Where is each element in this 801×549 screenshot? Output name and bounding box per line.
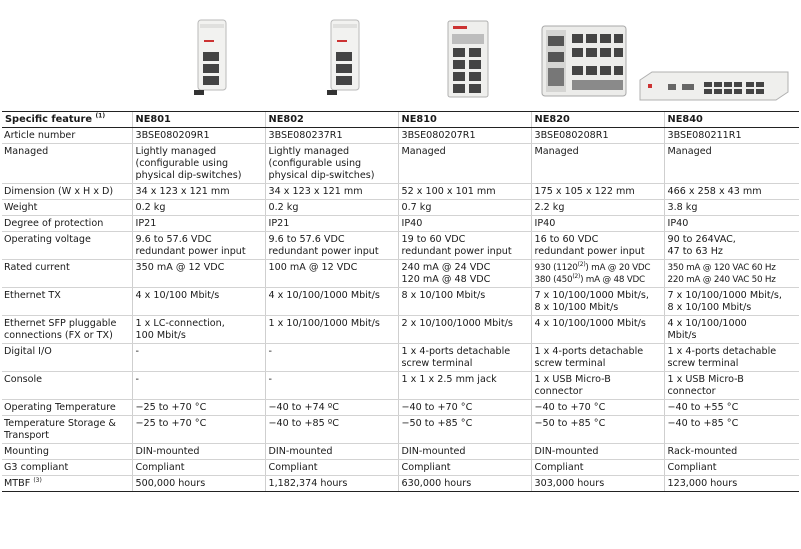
spec-cell — [664, 200, 799, 216]
table-row — [2, 400, 799, 416]
spec-value: −40 to +74 ºC — [268, 402, 339, 413]
spec-value: 4 x 10/100/1000 Mbit/s — [268, 290, 380, 301]
table-row — [2, 316, 799, 344]
spec-value: 3BSE080211R1 — [667, 130, 742, 141]
spec-cell — [265, 144, 398, 184]
spec-cell — [664, 260, 799, 288]
feature-label-text: Operating voltage — [4, 234, 91, 245]
spec-value: 52 x 100 x 101 mm — [401, 186, 496, 197]
feature-label — [2, 128, 132, 144]
footnote-marker: (3) — [33, 476, 42, 484]
spec-table-body — [2, 128, 799, 492]
feature-label-line: Ethernet SFP pluggable — [4, 318, 117, 329]
feature-label — [2, 288, 132, 316]
spec-value: 3.8 kg — [667, 202, 698, 213]
feature-label — [2, 400, 132, 416]
spec-cell — [664, 444, 799, 460]
spec-cell — [664, 372, 799, 400]
rated-current-text: 930 (1120 — [534, 263, 578, 273]
spec-value: 8 x 10/100 Mbit/s — [667, 302, 752, 313]
spec-cell — [664, 476, 799, 492]
spec-value: redundant power input — [135, 246, 246, 257]
spec-cell — [398, 444, 531, 460]
rated-current-text: 380 (450 — [534, 275, 573, 285]
spec-value: 4 x 10/100/1000 Mbit/s — [534, 318, 646, 329]
spec-cell — [531, 184, 664, 200]
spec-cell — [265, 372, 398, 400]
feature-label-text: Degree of protection — [4, 218, 104, 229]
feature-label — [2, 144, 132, 184]
feature-label — [2, 200, 132, 216]
spec-value: Lightly managed — [268, 146, 350, 157]
footnote-marker: (2) — [572, 273, 581, 281]
feature-label-text: Mounting — [4, 446, 49, 457]
feature-label-text: Digital I/O — [4, 346, 52, 357]
table-row — [2, 476, 799, 492]
table-row — [2, 144, 799, 184]
spec-cell — [132, 216, 265, 232]
spec-cell — [531, 144, 664, 184]
spec-cell — [398, 416, 531, 444]
spec-cell — [132, 232, 265, 260]
ne802-product-image — [323, 18, 367, 98]
spec-cell — [132, 128, 265, 144]
spec-value: Rack-mounted — [667, 446, 738, 457]
spec-cell — [664, 460, 799, 476]
spec-value: Compliant — [534, 462, 584, 473]
spec-value: redundant power input — [268, 246, 379, 257]
spec-value: IP21 — [268, 218, 290, 229]
spec-value: −40 to +55 °C — [667, 402, 739, 413]
spec-value: 1 x USB Micro-B — [534, 374, 611, 385]
spec-value: 34 x 123 x 121 mm — [135, 186, 230, 197]
spec-cell — [265, 416, 398, 444]
spec-cell — [531, 316, 664, 344]
table-row — [2, 344, 799, 372]
rated-current-line — [535, 262, 661, 274]
spec-cell — [398, 400, 531, 416]
spec-value: 466 x 258 x 43 mm — [667, 186, 762, 197]
spec-cell — [265, 444, 398, 460]
spec-value: 1 x 4-ports detachable — [667, 346, 777, 357]
spec-cell — [664, 288, 799, 316]
spec-value: 1 x 10/100/1000 Mbit/s — [268, 318, 380, 329]
spec-cell — [265, 260, 398, 288]
rated-current-line — [535, 274, 661, 286]
feature-label-text: Weight — [4, 202, 38, 213]
spec-value: 100 Mbit/s — [135, 330, 186, 341]
spec-value: 1 x LC-connection, — [135, 318, 225, 329]
spec-cell — [132, 260, 265, 288]
table-row — [2, 128, 799, 144]
footnote-marker: (2) — [577, 261, 586, 269]
spec-value: IP40 — [401, 218, 423, 229]
rated-current-text: ) mA @ 20 VDC — [585, 263, 651, 273]
spec-cell — [132, 184, 265, 200]
spec-value: −40 to +70 °C — [534, 402, 606, 413]
spec-value: 120 mA @ 48 VDC — [401, 274, 491, 285]
product-image-row — [0, 0, 801, 111]
spec-value: 8 x 10/100 Mbit/s — [401, 290, 486, 301]
spec-value: screw terminal — [534, 358, 606, 369]
spec-cell — [531, 416, 664, 444]
spec-cell — [398, 216, 531, 232]
spec-value: 7 x 10/100/1000 Mbit/s, — [534, 290, 649, 301]
table-row — [2, 260, 799, 288]
spec-value: physical dip-switches) — [135, 170, 242, 181]
spec-value: 3BSE080208R1 — [534, 130, 609, 141]
spec-value: screw terminal — [401, 358, 473, 369]
spec-value: IP40 — [534, 218, 556, 229]
spec-cell — [531, 288, 664, 316]
feature-label-text: Article number — [4, 130, 76, 141]
spec-value: Compliant — [667, 462, 717, 473]
feature-label-text: Managed — [4, 146, 49, 157]
rated-current-text: ) mA @ 48 VDC — [580, 275, 645, 285]
spec-value: 0.7 kg — [401, 202, 432, 213]
spec-value: (configurable using — [135, 158, 229, 169]
spec-value: 16 to 60 VDC — [534, 234, 599, 245]
spec-value: DIN-mounted — [401, 446, 466, 457]
ne801-product-image — [190, 18, 234, 98]
spec-value: 240 mA @ 24 VDC — [401, 262, 491, 273]
product-column-header: NE801 — [132, 112, 265, 128]
ne820-product-image — [538, 22, 630, 100]
spec-cell — [531, 400, 664, 416]
spec-value: −50 to +85 °C — [401, 418, 473, 429]
feature-label — [2, 216, 132, 232]
spec-cell — [265, 184, 398, 200]
feature-label — [2, 416, 132, 444]
spec-cell — [265, 460, 398, 476]
spec-value: −25 to +70 °C — [135, 418, 207, 429]
feature-label-text: MTBF — [4, 478, 31, 489]
spec-cell — [132, 344, 265, 372]
feature-label — [2, 444, 132, 460]
spec-value: 220 mA @ 240 VAC 50 Hz — [667, 275, 776, 285]
spec-value: 123,000 hours — [667, 478, 738, 489]
spec-value: Managed — [401, 146, 446, 157]
spec-cell — [265, 232, 398, 260]
spec-value: 34 x 123 x 121 mm — [268, 186, 363, 197]
spec-value: connector — [667, 386, 716, 397]
feature-label — [2, 372, 132, 400]
spec-value: - — [268, 374, 272, 385]
table-row — [2, 184, 799, 200]
spec-value: 4 x 10/100 Mbit/s — [135, 290, 220, 301]
feature-label — [2, 476, 132, 492]
spec-cell — [132, 288, 265, 316]
spec-cell — [531, 128, 664, 144]
feature-label-line: connections (FX or TX) — [4, 330, 113, 341]
spec-cell — [265, 200, 398, 216]
spec-value: 4 x 10/100/1000 — [667, 318, 747, 329]
spec-cell — [265, 400, 398, 416]
spec-cell — [132, 200, 265, 216]
feature-label-text: Ethernet TX — [4, 290, 61, 301]
spec-value: −40 to +85 °C — [667, 418, 739, 429]
table-row — [2, 216, 799, 232]
spec-value: 9.6 to 57.6 VDC — [135, 234, 212, 245]
spec-value: 3BSE080237R1 — [268, 130, 343, 141]
table-header-row — [2, 112, 799, 128]
spec-table — [2, 111, 799, 492]
spec-value: redundant power input — [534, 246, 645, 257]
feature-label — [2, 344, 132, 372]
spec-cell — [398, 372, 531, 400]
spec-cell — [664, 316, 799, 344]
spec-cell — [132, 460, 265, 476]
feature-label-text: G3 compliant — [4, 462, 69, 473]
spec-cell — [531, 232, 664, 260]
spec-value: IP21 — [135, 218, 157, 229]
feature-label — [2, 184, 132, 200]
spec-value: Compliant — [135, 462, 185, 473]
spec-cell — [132, 416, 265, 444]
spec-value: Compliant — [268, 462, 318, 473]
spec-cell — [398, 476, 531, 492]
spec-value: Compliant — [401, 462, 451, 473]
spec-value: 1,182,374 hours — [268, 478, 348, 489]
spec-cell — [398, 128, 531, 144]
spec-value: 3BSE080207R1 — [401, 130, 476, 141]
table-row — [2, 444, 799, 460]
table-row — [2, 460, 799, 476]
spec-value: DIN-mounted — [534, 446, 599, 457]
spec-cell — [398, 316, 531, 344]
feature-label-text: Console — [4, 374, 43, 385]
spec-cell — [664, 128, 799, 144]
spec-cell — [265, 128, 398, 144]
spec-cell — [398, 232, 531, 260]
spec-value: DIN-mounted — [268, 446, 333, 457]
product-column-header: NE840 — [664, 112, 799, 128]
feature-label-line: Temperature Storage & — [4, 418, 116, 429]
spec-cell — [531, 216, 664, 232]
spec-cell — [398, 344, 531, 372]
product-column-header: NE820 — [531, 112, 664, 128]
spec-cell — [398, 144, 531, 184]
spec-value: physical dip-switches) — [268, 170, 375, 181]
spec-value: 1 x 4-ports detachable — [401, 346, 511, 357]
spec-cell — [664, 184, 799, 200]
spec-cell — [132, 476, 265, 492]
spec-cell — [664, 216, 799, 232]
feature-label — [2, 316, 132, 344]
spec-value: - — [135, 346, 139, 357]
feature-label-text: Dimension (W x H x D) — [4, 186, 114, 197]
spec-value: DIN-mounted — [135, 446, 200, 457]
spec-cell — [664, 400, 799, 416]
spec-cell — [664, 144, 799, 184]
spec-cell — [664, 416, 799, 444]
spec-cell — [265, 288, 398, 316]
spec-cell — [398, 200, 531, 216]
feature-column-header: Specific feature $^{(1)}$ — [2, 112, 132, 128]
spec-value: IP40 — [667, 218, 689, 229]
feature-label — [2, 232, 132, 260]
spec-cell — [531, 476, 664, 492]
spec-cell — [531, 260, 664, 288]
spec-cell — [265, 316, 398, 344]
spec-value: 350 mA @ 120 VAC 60 Hz — [667, 263, 776, 273]
spec-value: Lightly managed — [135, 146, 217, 157]
spec-cell — [398, 460, 531, 476]
spec-cell — [664, 344, 799, 372]
table-row — [2, 416, 799, 444]
table-row — [2, 200, 799, 216]
spec-cell — [398, 288, 531, 316]
spec-value: redundant power input — [401, 246, 512, 257]
spec-cell — [265, 476, 398, 492]
spec-value: - — [135, 374, 139, 385]
spec-cell — [531, 444, 664, 460]
spec-cell — [398, 260, 531, 288]
spec-value: −40 to +85 ºC — [268, 418, 339, 429]
spec-value: Managed — [667, 146, 712, 157]
spec-value: Mbit/s — [667, 330, 697, 341]
spec-cell — [265, 344, 398, 372]
spec-value: 303,000 hours — [534, 478, 605, 489]
spec-value: 47 to 63 Hz — [667, 246, 723, 257]
spec-value: 0.2 kg — [135, 202, 166, 213]
spec-value: - — [268, 346, 272, 357]
table-row — [2, 372, 799, 400]
spec-value: 1 x 1 x 2.5 mm jack — [401, 374, 497, 385]
product-column-header: NE810 — [398, 112, 531, 128]
spec-value: 2.2 kg — [534, 202, 565, 213]
spec-value: 19 to 60 VDC — [401, 234, 466, 245]
spec-value: 7 x 10/100/1000 Mbit/s, — [667, 290, 782, 301]
spec-value: 2 x 10/100/1000 Mbit/s — [401, 318, 513, 329]
spec-value: −25 to +70 °C — [135, 402, 207, 413]
ne810-product-image — [443, 18, 493, 100]
spec-cell — [531, 460, 664, 476]
spec-value: 350 mA @ 12 VDC — [135, 262, 225, 273]
spec-value: 175 x 105 x 122 mm — [534, 186, 635, 197]
table-row — [2, 288, 799, 316]
spec-cell — [265, 216, 398, 232]
spec-value: (configurable using — [268, 158, 362, 169]
spec-value: 9.6 to 57.6 VDC — [268, 234, 345, 245]
feature-label-line: Transport — [4, 430, 50, 441]
spec-value: connector — [534, 386, 583, 397]
spec-cell — [132, 316, 265, 344]
spec-cell — [132, 444, 265, 460]
spec-cell — [531, 372, 664, 400]
spec-value: 0.2 kg — [268, 202, 299, 213]
spec-cell — [132, 400, 265, 416]
spec-value: Managed — [534, 146, 579, 157]
feature-label-text: Rated current — [4, 262, 70, 273]
spec-value: 100 mA @ 12 VDC — [268, 262, 358, 273]
spec-value: 1 x USB Micro-B — [667, 374, 744, 385]
spec-value: −50 to +85 °C — [534, 418, 606, 429]
ne840-product-image — [638, 70, 790, 102]
feature-label — [2, 260, 132, 288]
spec-value: −40 to +70 °C — [401, 402, 473, 413]
feature-label — [2, 460, 132, 476]
spec-value: 8 x 10/100 Mbit/s — [534, 302, 619, 313]
feature-label-text: Operating Temperature — [4, 402, 116, 413]
spec-value: 90 to 264VAC, — [667, 234, 736, 245]
spec-cell — [398, 184, 531, 200]
spec-value: 1 x 4-ports detachable — [534, 346, 644, 357]
spec-value: screw terminal — [667, 358, 739, 369]
spec-value: 3BSE080209R1 — [135, 130, 210, 141]
spec-cell — [132, 372, 265, 400]
table-row — [2, 232, 799, 260]
product-column-header: NE802 — [265, 112, 398, 128]
spec-cell — [531, 200, 664, 216]
spec-value: 630,000 hours — [401, 478, 472, 489]
spec-cell — [531, 344, 664, 372]
spec-value: 500,000 hours — [135, 478, 206, 489]
spec-cell — [132, 144, 265, 184]
spec-cell — [664, 232, 799, 260]
